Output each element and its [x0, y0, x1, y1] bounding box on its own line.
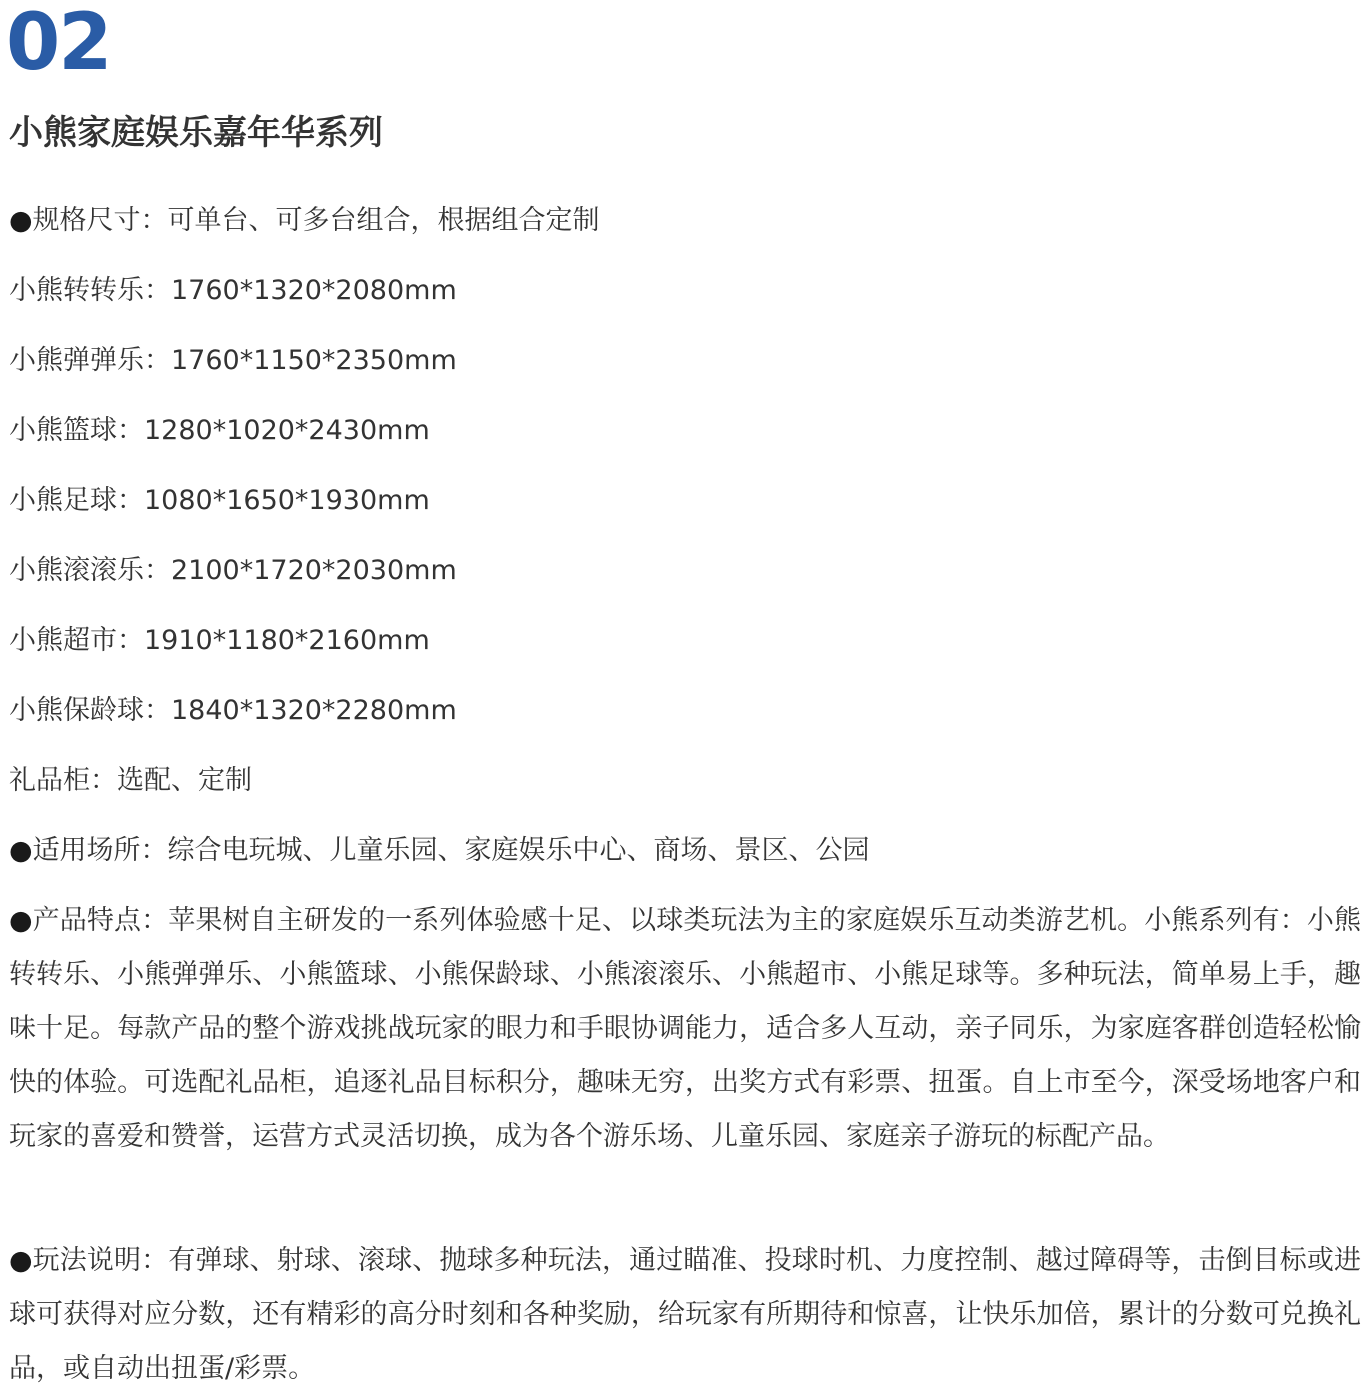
spec-item-supermarket: 小熊超市：1910*1180*2160mm — [9, 625, 430, 656]
spec-item-gungunle: 小熊滚滚乐：2100*1720*2030mm — [9, 555, 457, 586]
spec-item-football: 小熊足球：1080*1650*1930mm — [9, 485, 430, 516]
venues-line — [9, 831, 870, 871]
spec-item-basketball: 小熊篮球：1280*1020*2430mm — [9, 415, 430, 446]
spec-heading — [9, 201, 600, 241]
gameplay-text: 玩法说明：有弹球、射球、滚球、抛球多种玩法，通过瞄准、投球时机、力度控制、越过障碍等，击倒目标或进球可获得对应分数，还有精彩的高分时刻和各种奖励，给玩家有所期待和惊喜，让快乐加倍，累计的分数可兑换礼品，或自动出扭蛋/彩票。 — [9, 1245, 1361, 1384]
features-paragraph — [9, 894, 1361, 1164]
spec-item-bowling: 小熊保龄球：1840*1320*2280mm — [9, 695, 457, 726]
bullet-icon: ● — [9, 205, 33, 236]
section-number: 02 — [6, 0, 111, 88]
bullet-icon: ● — [9, 1245, 33, 1276]
bullet-icon: ● — [9, 905, 33, 936]
venues-text: 适用场所：综合电玩城、儿童乐园、家庭娱乐中心、商场、景区、公园 — [32, 835, 870, 866]
gameplay-paragraph — [9, 1234, 1361, 1396]
spec-item-gift-cabinet: 礼品柜：选配、定制 — [9, 765, 252, 796]
spec-item-tantanle: 小熊弹弹乐：1760*1150*2350mm — [9, 345, 457, 376]
spec-item-zhuanzhuanle: 小熊转转乐：1760*1320*2080mm — [9, 275, 457, 306]
bullet-icon: ● — [9, 835, 33, 866]
spec-heading-text: 规格尺寸：可单台、可多台组合，根据组合定制 — [32, 205, 600, 236]
features-text: 产品特点：苹果树自主研发的一系列体验感十足、以球类玩法为主的家庭娱乐互动类游艺机。小熊系列有：小熊转转乐、小熊弹弹乐、小熊篮球、小熊保龄球、小熊滚滚乐、小熊超市、小熊足球等。多种玩法，简单易上手，趣味十足。每款产品的整个游戏挑战玩家的眼力和手眼协调能力，适合多人互动，亲子同乐，为家庭客群创造轻松愉快的体验。可选配礼品柜，追逐礼品目标积分，趣味无穷，出奖方式有彩票、扭蛋。自上市至今，深受场地客户和玩家的喜爱和赞誉，运营方式灵活切换，成为各个游乐场、儿童乐园、家庭亲子游玩的标配产品。 — [9, 905, 1361, 1152]
section-title: 小熊家庭娱乐嘉年华系列 — [9, 113, 383, 153]
